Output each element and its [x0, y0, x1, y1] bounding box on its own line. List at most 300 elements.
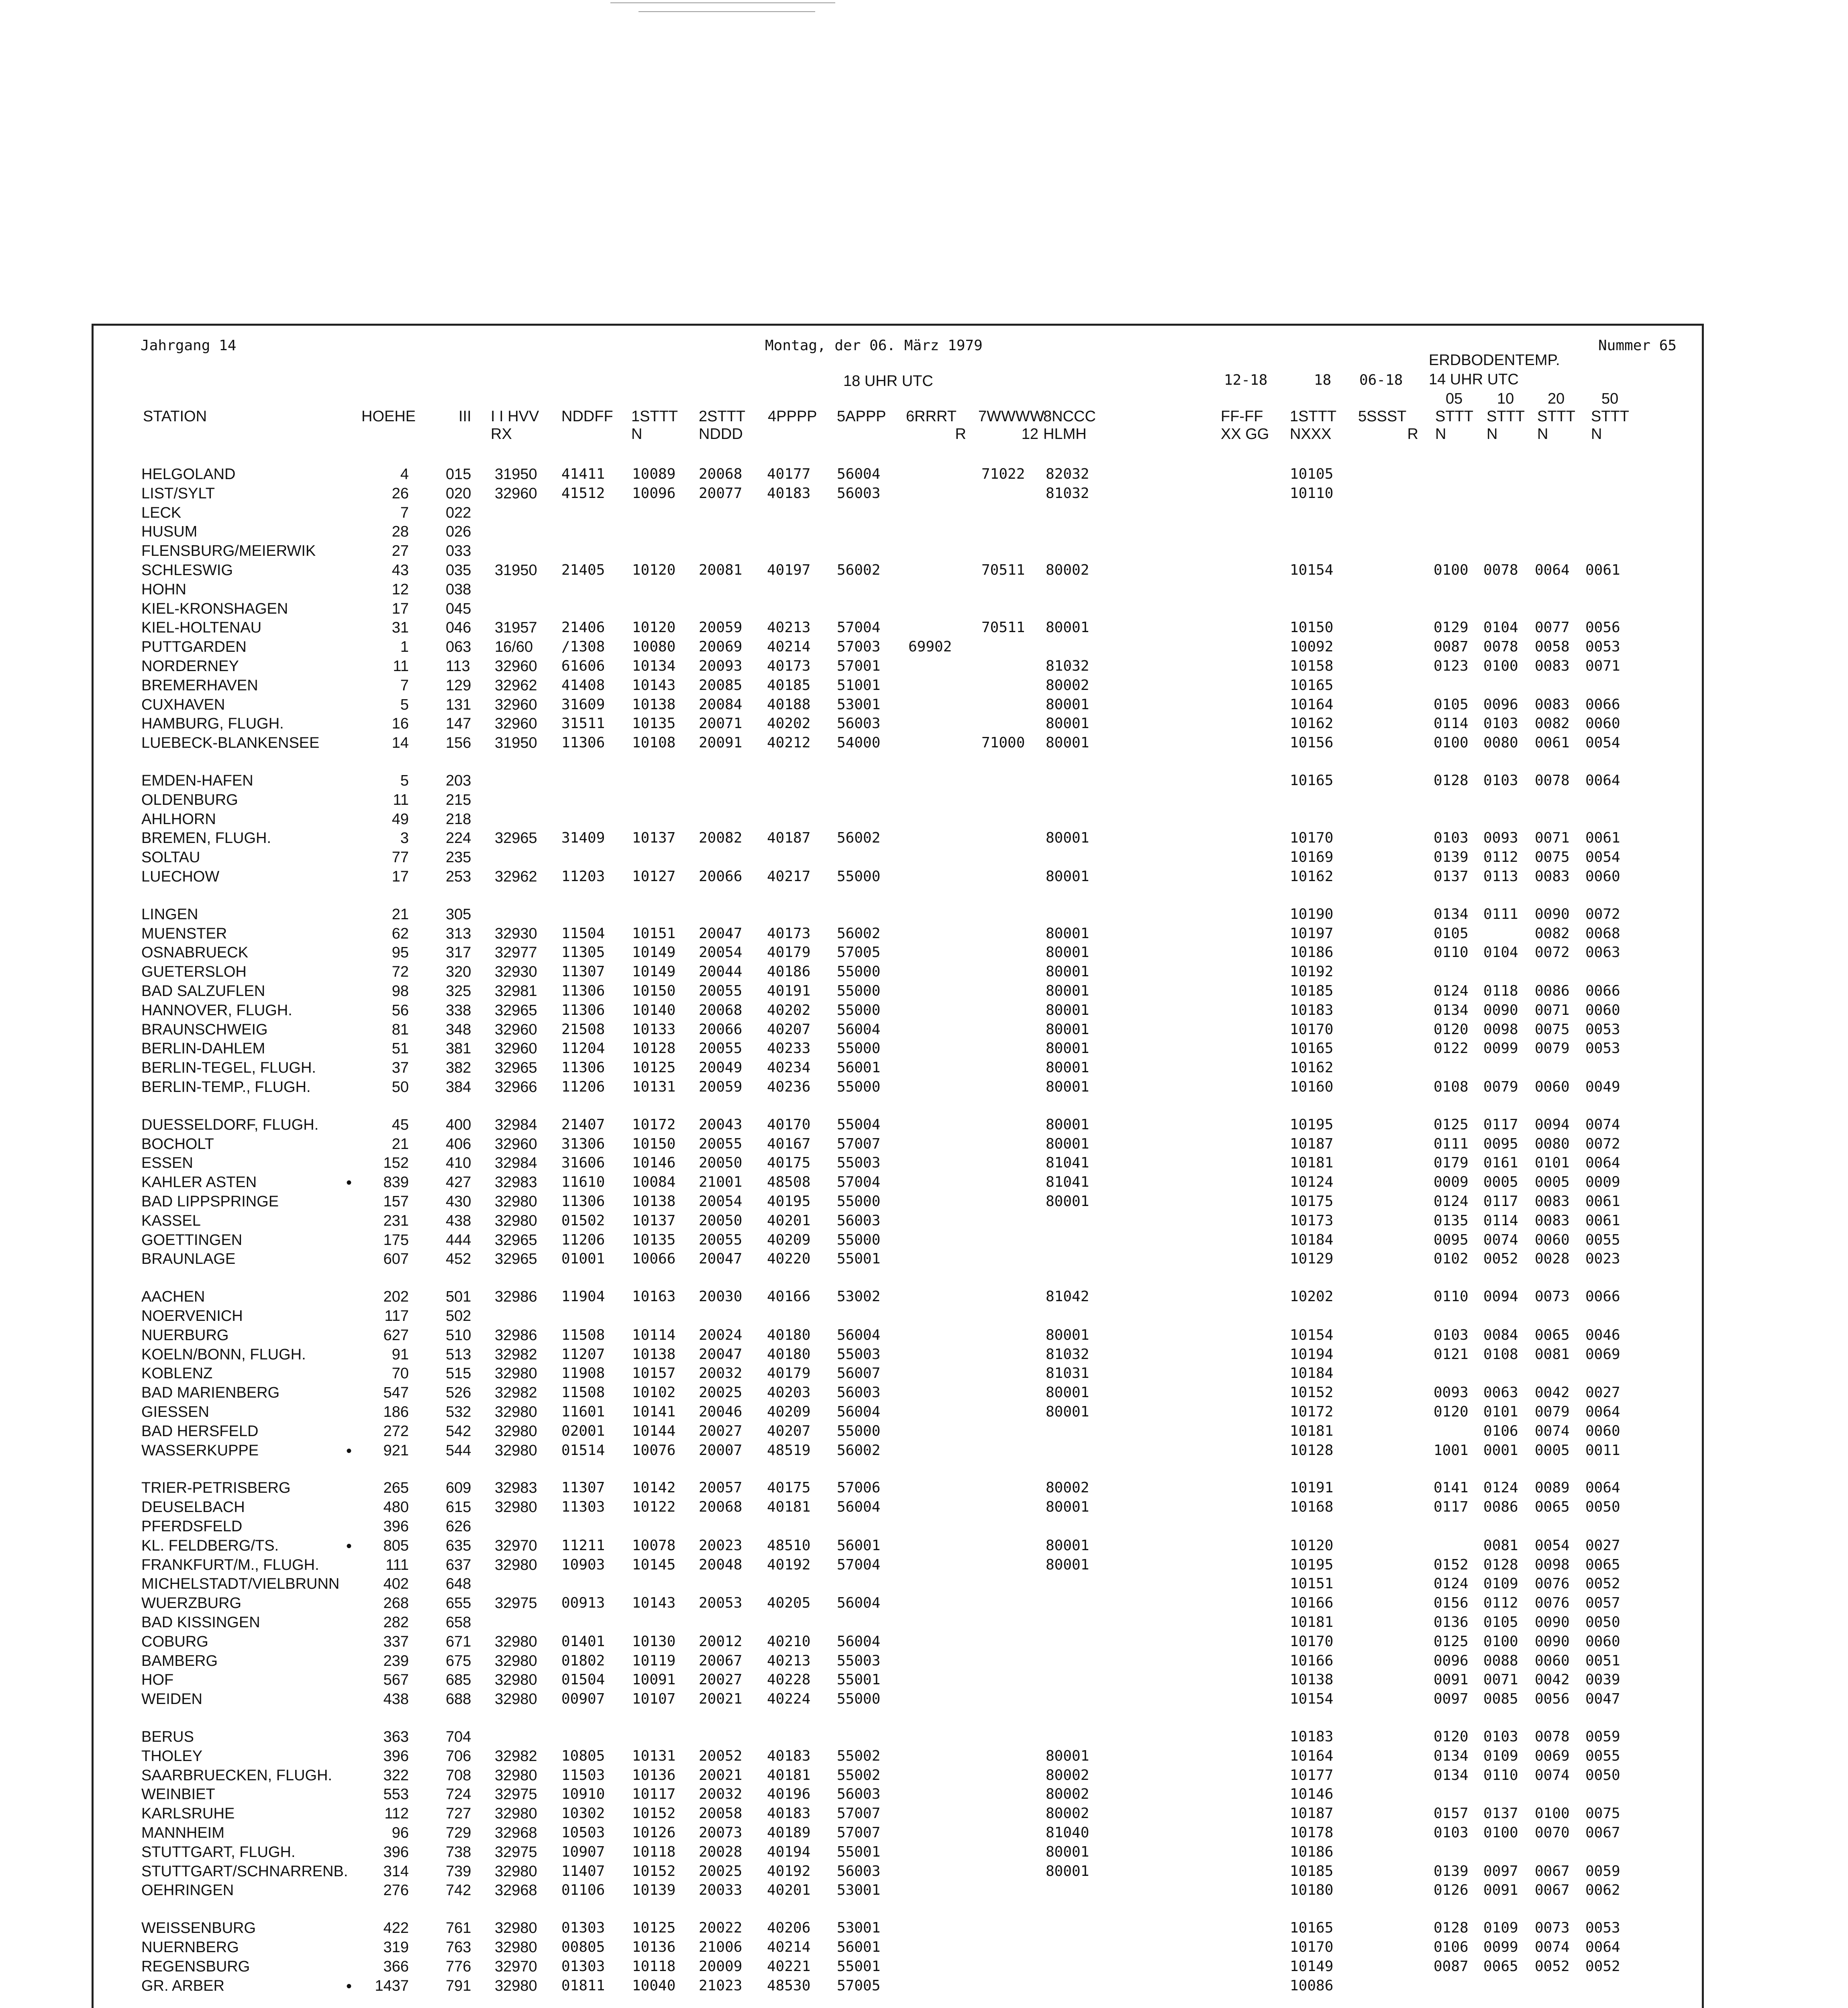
- cell-t: 10086: [1290, 1977, 1334, 1994]
- cell-c: 10152: [632, 1805, 676, 1822]
- cell-f: 57007: [837, 1824, 881, 1841]
- cell-c: 10138: [632, 1193, 676, 1210]
- cell-h: 805: [383, 1537, 409, 1554]
- cell-e10: 0071: [1483, 1671, 1518, 1688]
- cell-e05: 0096: [1434, 1653, 1469, 1669]
- cell-d: 20068: [699, 1002, 742, 1018]
- cell-n: 80001: [1046, 696, 1089, 713]
- cell-e20: 0060: [1535, 1232, 1570, 1248]
- cell-f: 57007: [837, 1805, 881, 1822]
- cell-f: 55000: [837, 1002, 881, 1018]
- cell-c: 10149: [632, 944, 676, 961]
- cell-iii: 609: [446, 1479, 471, 1496]
- header-r6rrrt-code: 6RRRT: [906, 408, 957, 425]
- cell-e05: 0124: [1434, 983, 1469, 999]
- cell-b: 01106: [561, 1882, 605, 1898]
- cell-d: 20050: [699, 1155, 742, 1171]
- cell-h: 282: [383, 1614, 409, 1631]
- cell-e20: 0060: [1535, 1079, 1570, 1095]
- cell-h: 5: [400, 696, 409, 713]
- cell-e50: 0061: [1585, 562, 1620, 578]
- cell-a: 32982: [495, 1748, 537, 1765]
- cell-e20: 0067: [1535, 1882, 1570, 1898]
- station-name: HANNOVER, FLUGH.: [141, 1002, 292, 1019]
- station-name: WEINBIET: [141, 1786, 215, 1803]
- cell-e20: 0081: [1535, 1346, 1570, 1363]
- cell-e50: 0066: [1585, 1288, 1620, 1305]
- cell-d: 20024: [699, 1327, 742, 1343]
- cell-e50: 0023: [1585, 1251, 1620, 1267]
- cell-a: 32980: [495, 1423, 537, 1440]
- cell-n: 80001: [1046, 1193, 1089, 1210]
- cell-e50: 0047: [1585, 1691, 1620, 1707]
- cell-h: 96: [392, 1824, 409, 1841]
- cell-c: 10144: [632, 1423, 676, 1439]
- cell-n: 81031: [1046, 1365, 1089, 1382]
- mountain-station-marker: •: [346, 1174, 352, 1192]
- cell-iii: 400: [446, 1116, 471, 1133]
- cell-e: 48530: [767, 1977, 811, 1994]
- cell-e20: 0074: [1535, 1423, 1570, 1439]
- cell-e50: 0060: [1585, 868, 1620, 885]
- cell-t: 10191: [1290, 1479, 1334, 1496]
- cell-a: 32965: [495, 1002, 537, 1019]
- cell-d: 20052: [699, 1748, 742, 1764]
- cell-h: 202: [383, 1288, 409, 1305]
- station-name: SCHLESWIG: [141, 562, 233, 579]
- cell-n: 80001: [1046, 1384, 1089, 1401]
- cell-a: 32980: [495, 1193, 537, 1210]
- station-name: NORDERNEY: [141, 658, 239, 675]
- cell-e: 40213: [767, 619, 811, 636]
- cell-f: 55000: [837, 983, 881, 999]
- cell-c: 10149: [632, 963, 676, 980]
- cell-iii: 022: [446, 504, 471, 521]
- cell-e20: 0075: [1535, 849, 1570, 865]
- cell-iii: 526: [446, 1384, 471, 1401]
- cell-iii: 501: [446, 1288, 471, 1305]
- station-name: KIEL-KRONSHAGEN: [141, 600, 288, 617]
- cell-a: 32980: [495, 1557, 537, 1573]
- cell-iii: 313: [446, 925, 471, 942]
- cell-e50: 0064: [1585, 1479, 1620, 1496]
- cell-e: 40206: [767, 1920, 811, 1936]
- cell-b: 11306: [561, 1193, 605, 1210]
- cell-n: 81041: [1046, 1155, 1089, 1171]
- cell-e10: 0118: [1483, 983, 1518, 999]
- cell-iii: 791: [446, 1977, 471, 1994]
- cell-d: 20069: [699, 639, 742, 655]
- station-name: EMDEN-HAFEN: [141, 772, 253, 789]
- cell-f: 56001: [837, 1537, 881, 1554]
- cell-e05: 0134: [1434, 1748, 1469, 1764]
- cell-c: 10135: [632, 1232, 676, 1248]
- station-name: LUECHOW: [141, 868, 220, 885]
- scan-mark: [638, 11, 815, 12]
- cell-h: 51: [392, 1040, 409, 1057]
- cell-h: 438: [383, 1691, 409, 1708]
- cell-d: 20025: [699, 1863, 742, 1879]
- cell-c: 10040: [632, 1977, 676, 1994]
- cell-e05: 0134: [1434, 906, 1469, 922]
- station-name: WEISSENBURG: [141, 1920, 256, 1937]
- station-name: BAD HERSFELD: [141, 1423, 259, 1440]
- cell-a: 31950: [495, 466, 537, 483]
- station-name: GIESSEN: [141, 1404, 209, 1420]
- cell-d: 20043: [699, 1116, 742, 1133]
- cell-e50: 0060: [1585, 1002, 1620, 1018]
- cell-c: 10139: [632, 1882, 676, 1898]
- cell-e20: 0073: [1535, 1288, 1570, 1305]
- date-label: Montag, der 06. März 1979: [765, 337, 983, 354]
- cell-b: 00913: [561, 1595, 605, 1611]
- cell-iii: 045: [446, 600, 471, 617]
- cell-iii: 438: [446, 1212, 471, 1229]
- cell-e10: 0100: [1483, 658, 1518, 674]
- cell-b: 10907: [561, 1844, 605, 1860]
- cell-iii: 235: [446, 849, 471, 866]
- header-soil-e50-code: STTT: [1591, 408, 1629, 425]
- cell-e20: 0101: [1535, 1155, 1570, 1171]
- cell-n: 80002: [1046, 1767, 1089, 1784]
- cell-a: 32965: [495, 1232, 537, 1249]
- cell-e10: 0093: [1483, 830, 1518, 846]
- cell-n: 80001: [1046, 1327, 1089, 1343]
- cell-d: 20022: [699, 1920, 742, 1936]
- cell-iii: 033: [446, 543, 471, 559]
- cell-b: 01811: [561, 1977, 605, 1994]
- mountain-station-marker: •: [346, 1977, 352, 1995]
- station-name: WASSERKUPPE: [141, 1442, 259, 1459]
- cell-h: 27: [392, 543, 409, 559]
- cell-iii: 637: [446, 1557, 471, 1573]
- cell-f: 56003: [837, 1384, 881, 1401]
- cell-a: 32980: [495, 1863, 537, 1880]
- header-soil-e50-depth: 50: [1601, 390, 1619, 407]
- cell-e10: 0103: [1483, 715, 1518, 732]
- cell-n: 80001: [1046, 1136, 1089, 1152]
- cell-e05: 0111: [1434, 1136, 1469, 1152]
- cell-iii: 708: [446, 1767, 471, 1784]
- cell-a: 32975: [495, 1786, 537, 1803]
- header-s5-sub: R: [1407, 426, 1418, 443]
- cell-e: 40195: [767, 1193, 811, 1210]
- cell-n: 80001: [1046, 963, 1089, 980]
- cell-iii: 724: [446, 1786, 471, 1803]
- header-w7wwww-code: 7WWWW: [978, 408, 1044, 425]
- cell-d: 20091: [699, 735, 742, 751]
- cell-c: 10114: [632, 1327, 676, 1343]
- cell-e10: 0117: [1483, 1116, 1518, 1133]
- cell-a: 32980: [495, 1633, 537, 1650]
- cell-c: 10126: [632, 1824, 676, 1841]
- header-iihvv-code: I I HVV: [491, 408, 539, 425]
- cell-t: 10164: [1290, 1748, 1334, 1764]
- cell-e10: 0104: [1483, 944, 1518, 961]
- cell-b: 01303: [561, 1920, 605, 1936]
- cell-f: 57006: [837, 1479, 881, 1496]
- cell-iii: 427: [446, 1174, 471, 1191]
- cell-d: 20055: [699, 1136, 742, 1152]
- cell-a: 32983: [495, 1174, 537, 1191]
- cell-e50: 0053: [1585, 1021, 1620, 1038]
- cell-h: 272: [383, 1423, 409, 1440]
- cell-e20: 0079: [1535, 1040, 1570, 1057]
- cell-b: 11503: [561, 1767, 605, 1784]
- cell-iii: 763: [446, 1939, 471, 1956]
- cell-n: 80001: [1046, 1079, 1089, 1095]
- cell-b: 01001: [561, 1251, 605, 1267]
- cell-d: 20055: [699, 983, 742, 999]
- cell-e10: 0112: [1483, 1595, 1518, 1611]
- header-soil-e05-sub: N: [1435, 426, 1446, 443]
- cell-iii: 046: [446, 619, 471, 636]
- cell-b: 11908: [561, 1365, 605, 1382]
- station-name: LECK: [141, 504, 182, 521]
- cell-h: 396: [383, 1844, 409, 1861]
- cell-e20: 0065: [1535, 1327, 1570, 1343]
- cell-b: 11307: [561, 963, 605, 980]
- cell-f: 56007: [837, 1365, 881, 1382]
- cell-iii: 410: [446, 1155, 471, 1171]
- cell-e05: 0100: [1434, 562, 1469, 578]
- station-name: BERLIN-DAHLEM: [141, 1040, 265, 1057]
- cell-e: 40221: [767, 1958, 811, 1975]
- cell-f: 53001: [837, 696, 881, 713]
- cell-b: 11508: [561, 1384, 605, 1401]
- cell-e50: 0050: [1585, 1767, 1620, 1784]
- cell-e20: 0071: [1535, 1002, 1570, 1018]
- cell-t: 10181: [1290, 1614, 1334, 1630]
- cell-e05: 0125: [1434, 1633, 1469, 1650]
- cell-e: 40220: [767, 1251, 811, 1267]
- cell-c: 10137: [632, 1212, 676, 1229]
- cell-f: 55001: [837, 1844, 881, 1860]
- cell-e20: 0067: [1535, 1863, 1570, 1879]
- cell-h: 26: [392, 485, 409, 502]
- cell-t: 10162: [1290, 1059, 1334, 1076]
- cell-e05: 0087: [1434, 639, 1469, 655]
- station-name: KAHLER ASTEN: [141, 1174, 257, 1191]
- cell-e50: 0064: [1585, 1155, 1620, 1171]
- cell-f: 55001: [837, 1671, 881, 1688]
- cell-d: 20058: [699, 1805, 742, 1822]
- cell-e10: 0081: [1483, 1537, 1518, 1554]
- cell-t: 10146: [1290, 1786, 1334, 1802]
- cell-a: 32986: [495, 1288, 537, 1305]
- cell-b: 31606: [561, 1155, 605, 1171]
- cell-d: 20066: [699, 868, 742, 885]
- cell-t: 10181: [1290, 1155, 1334, 1171]
- cell-n: 80001: [1046, 1863, 1089, 1879]
- cell-t: 10162: [1290, 715, 1334, 732]
- cell-e10: 0106: [1483, 1423, 1518, 1439]
- cell-e: 40191: [767, 983, 811, 999]
- cell-e: 48510: [767, 1537, 811, 1554]
- jahrgang-label: Jahrgang 14: [141, 337, 237, 354]
- cell-c: 10122: [632, 1499, 676, 1515]
- cell-f: 57005: [837, 944, 881, 961]
- cell-h: 1: [400, 639, 409, 655]
- cell-iii: 406: [446, 1136, 471, 1153]
- cell-f: 55003: [837, 1155, 881, 1171]
- station-name: TRIER-PETRISBERG: [141, 1479, 291, 1496]
- cell-b: 21407: [561, 1116, 605, 1133]
- cell-e: 40183: [767, 1748, 811, 1764]
- header-r6rrrt-sub: R: [955, 426, 966, 443]
- cell-e: 40213: [767, 1653, 811, 1669]
- cell-h: 314: [383, 1863, 409, 1880]
- cell-e50: 0060: [1585, 1633, 1620, 1650]
- cell-a: 32960: [495, 658, 537, 675]
- header-iihvv-sub: RX: [491, 426, 512, 443]
- cell-e10: 0109: [1483, 1575, 1518, 1592]
- cell-n: 80001: [1046, 983, 1089, 999]
- cell-a: 32984: [495, 1155, 537, 1171]
- cell-f: 56004: [837, 1404, 881, 1420]
- cell-b: 41408: [561, 677, 605, 694]
- cell-e10: 0108: [1483, 1346, 1518, 1363]
- cell-e50: 0066: [1585, 983, 1620, 999]
- cell-n: 81042: [1046, 1288, 1089, 1305]
- cell-w: 70511: [981, 619, 1025, 636]
- cell-h: 12: [392, 581, 409, 598]
- cell-e20: 0094: [1535, 1116, 1570, 1133]
- station-name: PFERDSFELD: [141, 1518, 243, 1535]
- cell-e20: 0078: [1535, 1728, 1570, 1745]
- station-name: BERUS: [141, 1728, 194, 1745]
- cell-iii: 532: [446, 1404, 471, 1420]
- cell-c: 10076: [632, 1442, 676, 1459]
- cell-d: 20084: [699, 696, 742, 713]
- cell-c: 10120: [632, 619, 676, 636]
- cell-a: 32960: [495, 715, 537, 732]
- cell-e20: 0071: [1535, 830, 1570, 846]
- cell-d: 20093: [699, 658, 742, 674]
- cell-c: 10118: [632, 1958, 676, 1975]
- cell-iii: 776: [446, 1958, 471, 1975]
- cell-iii: 147: [446, 715, 471, 732]
- cell-f: 53001: [837, 1920, 881, 1936]
- cell-e05: 0129: [1434, 619, 1469, 636]
- cell-e10: 0079: [1483, 1079, 1518, 1095]
- cell-t: 10187: [1290, 1805, 1334, 1822]
- cell-t: 10165: [1290, 1920, 1334, 1936]
- cell-e05: 0134: [1434, 1002, 1469, 1018]
- cell-e10: 0100: [1483, 1824, 1518, 1841]
- cell-e: 40186: [767, 963, 811, 980]
- cell-h: 37: [392, 1059, 409, 1076]
- cell-iii: 635: [446, 1537, 471, 1554]
- cell-e20: 0089: [1535, 1479, 1570, 1496]
- cell-iii: 382: [446, 1059, 471, 1076]
- cell-f: 56002: [837, 562, 881, 578]
- cell-e05: 0009: [1434, 1174, 1469, 1190]
- cell-f: 56003: [837, 485, 881, 502]
- station-name: NOERVENICH: [141, 1308, 243, 1324]
- cell-e10: 0117: [1483, 1193, 1518, 1210]
- cell-h: 1437: [375, 1977, 409, 1994]
- cell-t: 10197: [1290, 925, 1334, 942]
- station-name: HOHN: [141, 581, 186, 598]
- cell-h: 396: [383, 1748, 409, 1765]
- cell-h: 7: [400, 677, 409, 694]
- cell-a: 32980: [495, 1442, 537, 1459]
- cell-b: 00907: [561, 1691, 605, 1707]
- cell-f: 55002: [837, 1767, 881, 1784]
- cell-e: 40214: [767, 639, 811, 655]
- cell-d: 20066: [699, 1021, 742, 1038]
- cell-e: 40173: [767, 658, 811, 674]
- group-erdbodentemp: ERDBODENTEMP.: [1429, 352, 1560, 369]
- cell-iii: 038: [446, 581, 471, 598]
- cell-f: 51001: [837, 677, 881, 694]
- cell-iii: 655: [446, 1595, 471, 1612]
- cell-e20: 0074: [1535, 1939, 1570, 1955]
- cell-t: 10150: [1290, 619, 1334, 636]
- cell-n: 80001: [1046, 1748, 1089, 1764]
- station-name: LIST/SYLT: [141, 485, 215, 502]
- cell-d: 20007: [699, 1442, 742, 1459]
- cell-c: 10128: [632, 1040, 676, 1057]
- cell-e20: 0083: [1535, 658, 1570, 674]
- cell-n: 81032: [1046, 485, 1089, 502]
- cell-iii: 430: [446, 1193, 471, 1210]
- cell-e10: 0095: [1483, 1136, 1518, 1152]
- cell-t: 10170: [1290, 1021, 1334, 1038]
- station-name: BREMERHAVEN: [141, 677, 258, 694]
- cell-t: 10151: [1290, 1575, 1334, 1592]
- cell-h: 547: [383, 1384, 409, 1401]
- station-name: SAARBRUECKEN, FLUGH.: [141, 1767, 332, 1784]
- cell-iii: 325: [446, 983, 471, 1000]
- cell-a: 32930: [495, 925, 537, 942]
- header-ff-code: FF-FF: [1221, 408, 1263, 425]
- cell-d: 20012: [699, 1633, 742, 1650]
- cell-b: 21406: [561, 619, 605, 636]
- cell-h: 402: [383, 1575, 409, 1592]
- cell-e50: 0060: [1585, 1423, 1620, 1439]
- cell-b: 31511: [561, 715, 605, 732]
- cell-t: 10092: [1290, 639, 1334, 655]
- cell-t: 10184: [1290, 1365, 1334, 1382]
- cell-e: 40209: [767, 1232, 811, 1248]
- cell-f: 56004: [837, 1021, 881, 1038]
- cell-c: 10136: [632, 1939, 676, 1955]
- cell-e50: 0069: [1585, 1346, 1620, 1363]
- cell-e10: 0086: [1483, 1499, 1518, 1515]
- cell-e: 40197: [767, 562, 811, 578]
- station-name: HAMBURG, FLUGH.: [141, 715, 284, 732]
- cell-b: 10302: [561, 1805, 605, 1822]
- cell-t: 10154: [1290, 562, 1334, 578]
- cell-e50: 0059: [1585, 1728, 1620, 1745]
- cell-n: 80001: [1046, 715, 1089, 732]
- cell-h: 31: [392, 619, 409, 636]
- cell-e10: 0105: [1483, 1614, 1518, 1630]
- cell-c: 10125: [632, 1059, 676, 1076]
- cell-t: 10162: [1290, 868, 1334, 885]
- cell-t: 10184: [1290, 1232, 1334, 1248]
- header-c8nccc-code: 8NCCC: [1043, 408, 1096, 425]
- cell-e10: 0111: [1483, 906, 1518, 922]
- cell-e05: 0128: [1434, 1920, 1469, 1936]
- cell-n: 81032: [1046, 1346, 1089, 1363]
- cell-d: 20021: [699, 1691, 742, 1707]
- cell-c: 10152: [632, 1863, 676, 1879]
- cell-e05: 0124: [1434, 1575, 1469, 1592]
- cell-h: 43: [392, 562, 409, 579]
